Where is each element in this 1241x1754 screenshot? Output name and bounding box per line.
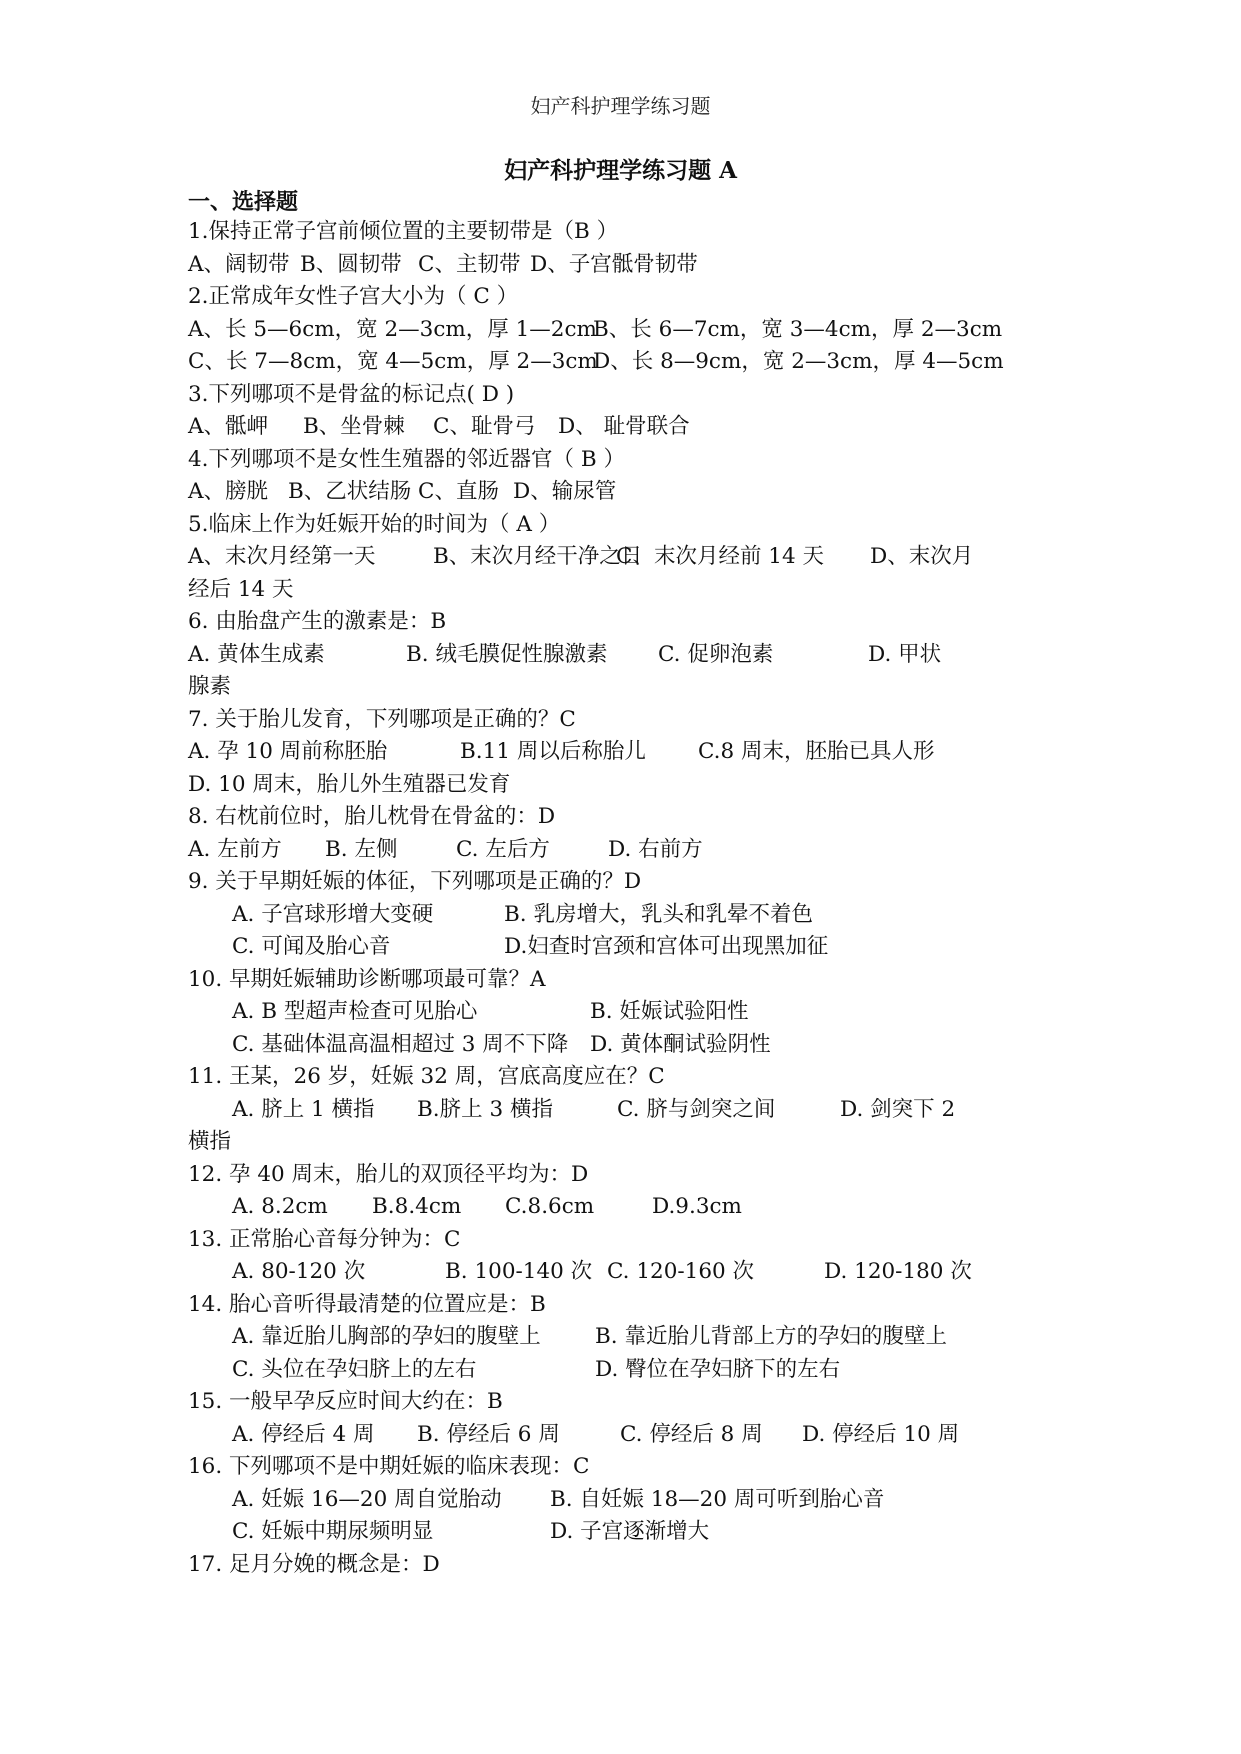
- answer-option: D. 右前方: [608, 836, 703, 862]
- answer-option: A. 孕 10 周前称胚胎: [188, 739, 388, 764]
- question-line: 15. 一般早孕反应时间大约在：B: [188, 1389, 503, 1414]
- options-line: [188, 931, 1068, 964]
- answer-option: D、长 8—9cm，宽 2—3cm，厚 4—5cm: [593, 349, 1004, 374]
- question-line: 8. 右枕前位时，胎儿枕骨在骨盆的：D: [188, 804, 556, 829]
- page-title: 妇产科护理学练习题 A: [504, 157, 737, 184]
- answer-option: C. 可闻及胎心音: [232, 934, 391, 959]
- question-line: 17. 足月分娩的概念是：D: [188, 1551, 440, 1577]
- answer-option: B. 绒毛膜促性腺激素: [406, 641, 608, 667]
- answer-option: D.妇查时宫颈和宫体可出现黑加征: [504, 934, 829, 959]
- answer-option: B. 左侧: [325, 836, 398, 862]
- answer-option: C. 脐与剑突之间: [617, 1096, 776, 1122]
- options-line: [188, 411, 1068, 444]
- options-line: [188, 1321, 1068, 1354]
- options-line: [188, 996, 1068, 1029]
- answer-option: B.11 周以后称胎儿: [460, 739, 646, 764]
- answer-option: A. 8.2cm: [232, 1194, 328, 1219]
- question-line: 9. 关于早期妊娠的体征，下列哪项是正确的？D: [188, 869, 642, 894]
- question-line: 横指: [188, 1129, 232, 1154]
- options-line: [188, 1354, 1068, 1387]
- answer-option: B、圆韧带: [300, 251, 402, 277]
- question-line: 经后 14 天: [188, 576, 294, 602]
- answer-option: C. 头位在孕妇脐上的左右: [232, 1356, 477, 1382]
- answer-option: D、输尿管: [513, 479, 617, 504]
- answer-option: A. 80-120 次: [232, 1259, 366, 1284]
- answer-option: D. 黄体酮试验阴性: [590, 1031, 771, 1057]
- question-line: 1.保持正常子宫前倾位置的主要韧带是（B ）: [188, 219, 619, 244]
- options-line: [188, 834, 1068, 867]
- answer-option: A. 停经后 4 周: [232, 1421, 375, 1447]
- options-line: [188, 899, 1068, 932]
- answer-option: C. 妊娠中期尿频明显: [232, 1519, 434, 1544]
- answer-option: A. B 型超声检查可见胎心: [232, 999, 478, 1024]
- answer-option: C. 促卵泡素: [658, 641, 774, 667]
- question-line: 11. 王某，26 岁，妊娠 32 周，宫底高度应在？C: [188, 1064, 665, 1089]
- question-line: 16. 下列哪项不是中期妊娠的临床表现：C: [188, 1454, 590, 1479]
- answer-option: C、直肠: [418, 479, 499, 504]
- answer-option: A、膀胱: [188, 479, 269, 504]
- question-line: 12. 孕 40 周末，胎儿的双顶径平均为：D: [188, 1161, 589, 1187]
- answer-option: B. 自妊娠 18—20 周可听到胎心音: [550, 1486, 885, 1512]
- answer-option: D. 甲状: [868, 641, 942, 667]
- answer-option: B.8.4cm: [372, 1194, 462, 1219]
- question-line: 5.临床上作为妊娠开始的时间为（ A ）: [188, 511, 561, 537]
- question-list: [188, 216, 1068, 1581]
- answer-option: A、阔韧带: [188, 251, 290, 277]
- question-line: 3.下列哪项不是骨盆的标记点( D ): [188, 381, 515, 407]
- options-line: [188, 1516, 1068, 1549]
- question-line: D. 10 周末，胎儿外生殖器已发育: [188, 771, 511, 797]
- section-heading: 一、选择题: [188, 189, 299, 215]
- answer-option: A、长 5—6cm，宽 2—3cm，厚 1—2cm: [188, 316, 597, 342]
- answer-option: B. 靠近胎儿背部上方的孕妇的腹壁上: [595, 1324, 947, 1349]
- question-line: 2.正常成年女性子宫大小为（ C ）: [188, 284, 519, 309]
- answer-option: C、长 7—8cm，宽 4—5cm，厚 2—3cm: [188, 349, 598, 374]
- question-line: 7. 关于胎儿发育，下列哪项是正确的？C: [188, 706, 576, 732]
- options-line: [188, 639, 1068, 672]
- answer-option: C.8 周末，胚胎已具人形: [698, 739, 935, 764]
- answer-option: B. 妊娠试验阳性: [590, 999, 749, 1024]
- question-line: 13. 正常胎心音每分钟为：C: [188, 1226, 461, 1252]
- answer-option: D、末次月: [870, 544, 974, 569]
- options-line: [188, 1094, 1068, 1127]
- question-line: 10. 早期妊娠辅助诊断哪项最可靠？A: [188, 966, 546, 992]
- question-line: 6. 由胎盘产生的激素是：B: [188, 609, 447, 634]
- answer-option: B. 停经后 6 周: [417, 1421, 560, 1447]
- answer-option: D. 子宫逐渐增大: [550, 1519, 710, 1544]
- answer-option: B、坐骨棘: [303, 414, 405, 439]
- answer-option: D、子宫骶骨韧带: [530, 251, 698, 277]
- answer-option: B. 100-140 次: [445, 1259, 593, 1284]
- answer-option: D. 停经后 10 周: [802, 1421, 960, 1447]
- options-line: [188, 314, 1068, 347]
- answer-option: A. 黄体生成素: [188, 641, 325, 667]
- answer-option: A、骶岬: [188, 414, 269, 439]
- options-line: [188, 1256, 1068, 1289]
- answer-option: C. 左后方: [456, 836, 550, 862]
- answer-option: B、末次月经干净之日: [433, 544, 643, 569]
- answer-option: C. 120-160 次: [607, 1259, 755, 1284]
- options-line: [188, 1029, 1068, 1062]
- answer-option: D. 臀位在孕妇脐下的左右: [595, 1356, 841, 1382]
- answer-option: A. 子宫球形增大变硬: [232, 901, 434, 927]
- options-line: [188, 476, 1068, 509]
- answer-option: C.8.6cm: [505, 1194, 595, 1219]
- question-line: 腺素: [188, 674, 232, 699]
- question-line: 14. 胎心音听得最清楚的位置应是：B: [188, 1291, 546, 1317]
- answer-option: D. 120-180 次: [824, 1259, 972, 1284]
- options-line: [188, 736, 1068, 769]
- answer-option: A. 妊娠 16—20 周自觉胎动: [232, 1486, 502, 1512]
- answer-option: C、末次月经前 14 天: [616, 544, 824, 569]
- answer-option: B.脐上 3 横指: [417, 1096, 553, 1122]
- answer-option: C. 基础体温高温相超过 3 周不下降: [232, 1031, 569, 1057]
- answer-option: B、长 6—7cm，宽 3—4cm，厚 2—3cm: [593, 316, 1003, 342]
- answer-option: C、主韧带: [418, 251, 521, 277]
- options-line: [188, 541, 1068, 574]
- answer-option: C. 停经后 8 周: [620, 1421, 763, 1447]
- answer-option: A. 靠近胎儿胸部的孕妇的腹壁上: [232, 1324, 541, 1349]
- options-line: [188, 1419, 1068, 1452]
- answer-option: A. 脐上 1 横指: [232, 1096, 375, 1122]
- question-line: 4.下列哪项不是女性生殖器的邻近器官（ B ）: [188, 446, 625, 472]
- answer-option: A、末次月经第一天: [188, 544, 376, 569]
- answer-option: D. 剑突下 2: [840, 1096, 956, 1122]
- answer-option: D.9.3cm: [652, 1194, 742, 1219]
- options-line: [188, 1484, 1068, 1517]
- answer-option: C、耻骨弓: [433, 414, 536, 439]
- answer-option: B. 乳房增大，乳头和乳晕不着色: [504, 901, 813, 927]
- options-line: [188, 249, 1068, 282]
- options-line: [188, 1191, 1068, 1224]
- options-line: [188, 346, 1068, 379]
- running-header: 妇产科护理学练习题: [530, 94, 711, 118]
- answer-option: A. 左前方: [188, 836, 282, 862]
- answer-option: B、乙状结肠: [288, 479, 412, 504]
- answer-option: D、 耻骨联合: [558, 414, 690, 439]
